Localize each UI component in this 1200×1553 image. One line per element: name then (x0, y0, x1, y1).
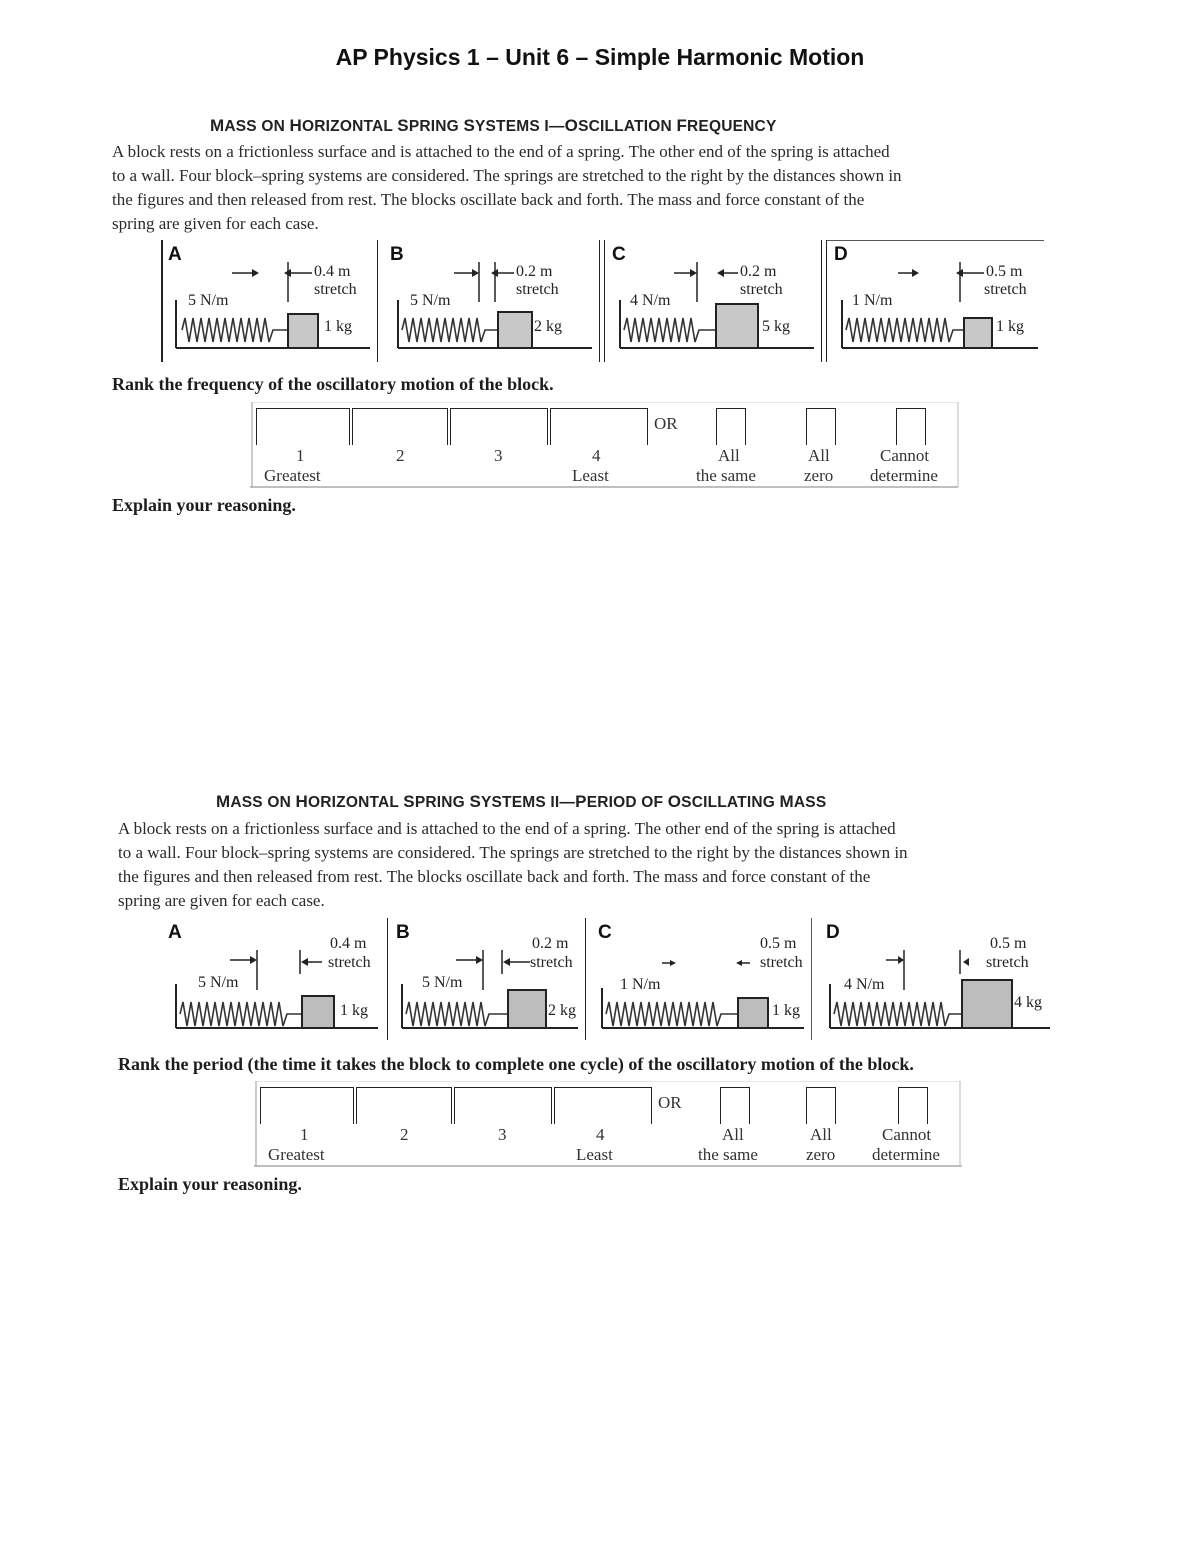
rank-prompt: Rank the frequency of the oscillatory motion of the block. (112, 374, 554, 394)
case-panel-b (382, 240, 600, 360)
stretch-value: 0.5 m (986, 263, 1023, 280)
rank-2-label: 2 (396, 446, 405, 465)
stretch-label: stretch (314, 281, 357, 298)
case-panel-b (390, 918, 586, 1038)
spring-diagrams (160, 240, 1046, 364)
case-letter: C (612, 244, 626, 265)
rank-4-label: 4 (596, 1125, 605, 1144)
cannot-label: Cannot (882, 1125, 932, 1144)
block-mass: 5 kg (762, 318, 790, 335)
rank-box-4[interactable] (550, 408, 648, 445)
case-panel-a (160, 240, 378, 360)
least-label: Least (576, 1145, 613, 1164)
stretch-label: stretch (328, 954, 371, 971)
block-mass: 2 kg (548, 1002, 576, 1019)
block-mass: 4 kg (1014, 994, 1042, 1011)
stretch-label: stretch (760, 954, 803, 971)
stretch-value: 0.4 m (314, 263, 351, 280)
rank-prompt: Rank the period (the time it takes the block to complete one cycle) of the oscillatory motion of the block. (118, 1054, 914, 1074)
case-panel-d (818, 918, 1054, 1038)
or-label: OR (654, 414, 678, 433)
spring-constant: 5 N/m (422, 974, 463, 991)
case-letter: C (598, 922, 612, 943)
block-mass: 1 kg (324, 318, 352, 335)
case-letter: A (168, 244, 182, 265)
spring-constant: 5 N/m (188, 292, 229, 309)
stretch-value: 0.5 m (760, 935, 797, 952)
case-letter: B (390, 244, 404, 265)
rank-box-3[interactable] (454, 1087, 552, 1124)
rank-3-label: 3 (494, 446, 503, 465)
rank-box-2[interactable] (352, 408, 448, 445)
rank-2-label: 2 (400, 1125, 409, 1144)
all-zero-label: All (810, 1125, 832, 1144)
case-letter: B (396, 922, 410, 943)
stretch-value: 0.2 m (740, 263, 777, 280)
or-label: OR (658, 1093, 682, 1112)
all-same-label-2: the same (698, 1145, 758, 1164)
spring-diagrams (162, 918, 1054, 1042)
spring-constant: 1 N/m (852, 292, 893, 309)
rank-1-label: 1 (296, 446, 305, 465)
explain-prompt: Explain your reasoning. (118, 1174, 302, 1194)
all-zero-label-2: zero (806, 1145, 836, 1164)
page-title: AP Physics 1 – Unit 6 – Simple Harmonic Motion (335, 44, 865, 70)
case-panel-d (826, 240, 1046, 360)
case-panel-a (162, 918, 388, 1038)
stretch-label: stretch (986, 954, 1029, 971)
spring-constant: 1 N/m (620, 976, 661, 993)
case-letter: D (826, 922, 840, 943)
all-same-label: All (722, 1125, 744, 1144)
spring-constant: 5 N/m (410, 292, 451, 309)
ranking-table (250, 402, 960, 488)
block-mass: 2 kg (534, 318, 562, 335)
section-heading: MASS ON HORIZONTAL SPRING SYSTEMS II—PERIOD OF OSCILLATING MASS (216, 792, 827, 811)
explain-prompt: Explain your reasoning. (112, 495, 296, 515)
all-same-box[interactable] (716, 408, 746, 445)
case-letter: A (168, 922, 182, 943)
rank-box-4[interactable] (554, 1087, 652, 1124)
cannot-determine-box[interactable] (898, 1087, 928, 1124)
problem-description: A block rests on a frictionless surface and is attached to the end of a spring. The other end of the spring is attached to a wall. Four block–spring systems are considered. The springs are stretched to the right by the distances shown in the figures and then released from rest. The blocks oscillate back and forth. The mass and force constant of the spring are given for each case. (118, 819, 908, 910)
stretch-label: stretch (516, 281, 559, 298)
greatest-label: Greatest (268, 1145, 325, 1164)
stretch-label: stretch (984, 281, 1027, 298)
stretch-value: 0.4 m (330, 935, 367, 952)
all-zero-box[interactable] (806, 1087, 836, 1124)
spring-constant: 4 N/m (630, 292, 671, 309)
stretch-value: 0.2 m (532, 935, 569, 952)
rank-1-label: 1 (300, 1125, 309, 1144)
all-zero-label: All (808, 446, 830, 465)
rank-3-label: 3 (498, 1125, 507, 1144)
all-same-label: All (718, 446, 740, 465)
greatest-label: Greatest (264, 466, 321, 485)
all-same-label-2: the same (696, 466, 756, 485)
all-zero-box[interactable] (806, 408, 836, 445)
case-letter: D (834, 244, 848, 265)
block-mass: 1 kg (772, 1002, 800, 1019)
stretch-label: stretch (740, 281, 783, 298)
rank-box-2[interactable] (356, 1087, 452, 1124)
block-mass: 1 kg (340, 1002, 368, 1019)
all-same-box[interactable] (720, 1087, 750, 1124)
stretch-value: 0.5 m (990, 935, 1027, 952)
rank-box-3[interactable] (450, 408, 548, 445)
spring-constant: 5 N/m (198, 974, 239, 991)
determine-label: determine (872, 1145, 940, 1164)
case-panel-c (590, 918, 812, 1038)
problem-description: A block rests on a frictionless surface and is attached to the end of a spring. The other end of the spring is attached to a wall. Four block–spring systems are considered. The springs are stretched to the right by the distances shown in the figures and then released from rest. The blocks oscillate back and forth. The mass and force constant of the spring are given for each case. (112, 142, 902, 233)
rank-box-1[interactable] (260, 1087, 354, 1124)
least-label: Least (572, 466, 609, 485)
case-panel-c (604, 240, 822, 360)
spring-constant: 4 N/m (844, 976, 885, 993)
determine-label: determine (870, 466, 938, 485)
ranking-table (254, 1081, 964, 1167)
cannot-label: Cannot (880, 446, 930, 465)
block-mass: 1 kg (996, 318, 1024, 335)
rank-box-1[interactable] (256, 408, 350, 445)
stretch-label: stretch (530, 954, 573, 971)
cannot-determine-box[interactable] (896, 408, 926, 445)
all-zero-label-2: zero (804, 466, 834, 485)
rank-4-label: 4 (592, 446, 601, 465)
section-heading: MASS ON HORIZONTAL SPRING SYSTEMS I—OSCILLATION FREQUENCY (210, 116, 777, 135)
stretch-value: 0.2 m (516, 263, 553, 280)
